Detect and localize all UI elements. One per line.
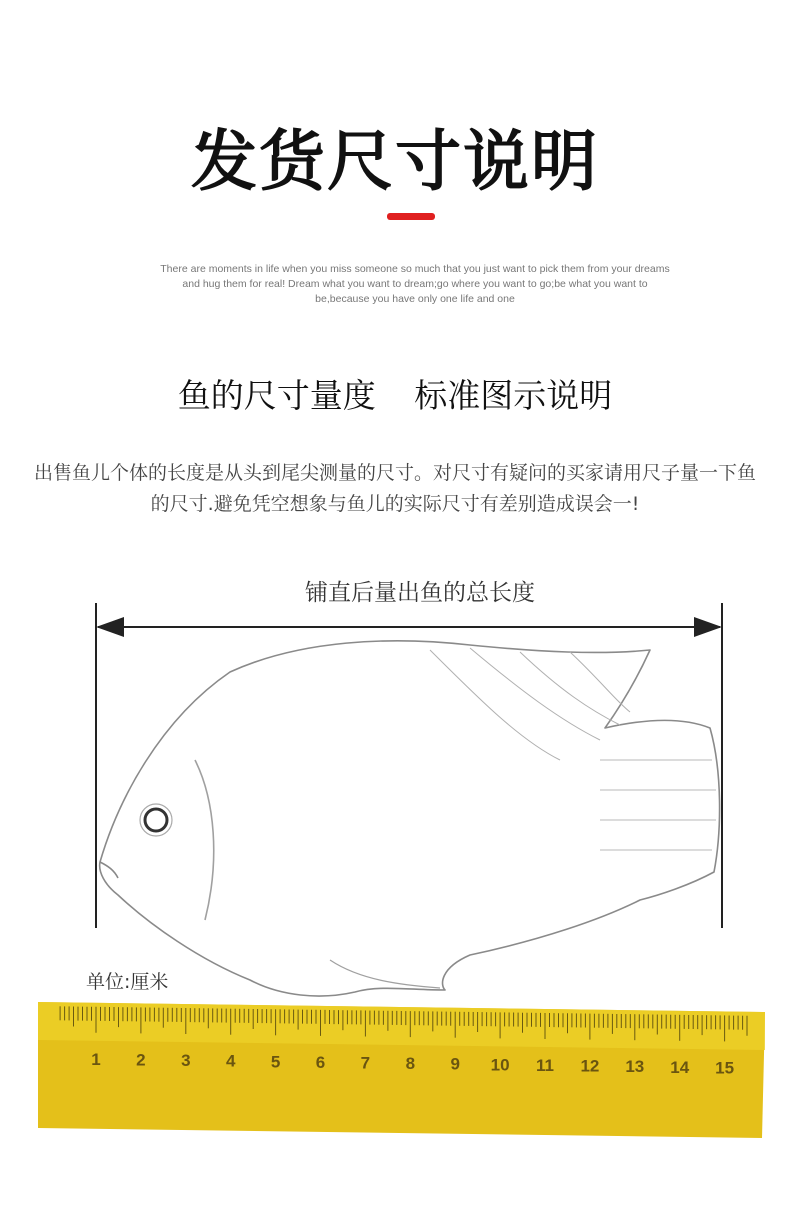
fish-eye [145,809,167,831]
ruler-number: 1 [91,1049,101,1069]
fish-sketch [100,641,720,996]
ruler-number: 9 [450,1054,460,1074]
ruler-number: 11 [536,1056,554,1075]
ruler-number: 6 [315,1052,326,1072]
description-text: 出售鱼儿个体的长度是从头到尾尖测量的尺寸。对尺寸有疑问的买家请用尺子量一下鱼的尺寸.避免凭空想象与鱼儿的实际尺寸有差别造成误会一! [33,462,756,515]
ruler-number: 7 [360,1053,371,1073]
ruler-number: 3 [181,1051,191,1070]
unit-label: 单位:厘米 [86,971,169,993]
subtitle-left: 鱼的尺寸量度 [177,376,376,415]
ruler-number: 13 [625,1057,645,1077]
ruler [38,1002,765,1138]
ruler-number: 14 [670,1057,690,1077]
ruler-number: 5 [270,1052,281,1072]
ruler-number: 4 [225,1051,236,1071]
subtitle-right: 标准图示说明 [414,376,613,415]
measure-label: 铺直后量出鱼的总长度 [305,580,535,606]
ruler-number: 8 [405,1054,416,1074]
ruler-number: 10 [490,1055,510,1075]
ruler-number: 12 [580,1056,600,1076]
tagline-text: There are moments in life when you miss someone so much that you just want to pick them from your dreams and hug them for real! Dream what you want to dream;go where you want to go;be what you want to be,because you have only one life and one [160,263,670,305]
ruler-number: 2 [136,1050,146,1070]
ruler-number: 15 [715,1058,735,1078]
page-title: 发货尺寸说明 [191,123,599,200]
